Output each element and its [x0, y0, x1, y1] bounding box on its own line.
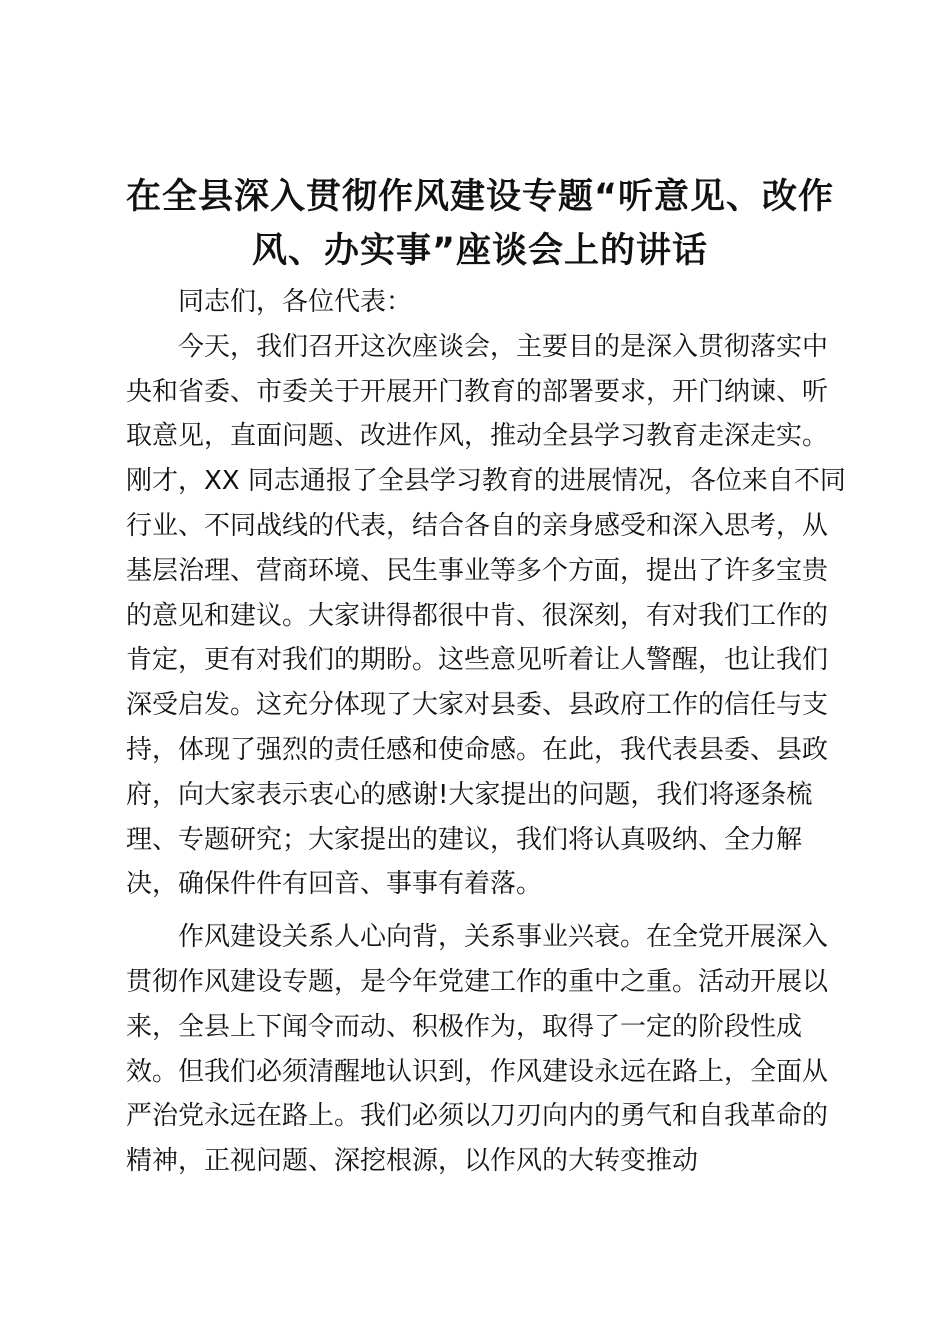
paragraph-1	[126, 325, 846, 907]
paragraph-line: 的意见和建议。大家讲得都很中肯、很深刻，有对我们工作的	[126, 600, 829, 631]
paragraph-line: 今天，我们召开这次座谈会，主要目的是深入贯彻落实中	[178, 331, 829, 362]
paragraph-line: 肯定，更有对我们的期盼。这些意见听着让人警醒，也让我们	[126, 645, 829, 676]
paragraph-line: 贯彻作风建设专题，是今年党建工作的重中之重。活动开展以	[126, 966, 829, 997]
title-line: 风、办实事”座谈会上的讲话	[251, 231, 708, 271]
paragraph-line: 精神，正视问题、深挖根源，以作风的大转变推动	[126, 1146, 699, 1177]
paragraph-line: 严治党永远在路上。我们必须以刀刃向内的勇气和自我革命的	[126, 1101, 829, 1132]
paragraph-line: 行业、不同战线的代表，结合各自的亲身感受和深入思考，从	[126, 510, 829, 541]
paragraph-line: 持，体现了强烈的责任感和使命感。在此，我代表县委、县政	[126, 734, 829, 765]
paragraph-line: 深受启发。这充分体现了大家对县委、县政府工作的信任与支	[126, 690, 829, 721]
title-line: 在全县深入贯彻作风建设专题“听意见、改作	[125, 177, 834, 217]
greeting: 同志们，各位代表：	[178, 287, 413, 317]
paragraph-line: 决，确保件件有回音、事事有着落。	[126, 869, 543, 900]
paragraph-line: 央和省委、市委关于开展开门教育的部署要求，开门纳谏、听	[126, 376, 829, 407]
paragraph-line: 理、专题研究；大家提出的建议，我们将认真吸纳、全力解	[126, 824, 803, 855]
paragraph-line: 取意见，直面问题、改进作风，推动全县学习教育走深走实。	[126, 421, 829, 452]
document-body	[126, 280, 846, 1184]
paragraph-line: 来，全县上下闻令而动、积极作为，取得了一定的阶段性成	[126, 1011, 803, 1042]
paragraph-line: 作风建设关系人心向背，关系事业兴衰。在全党开展深入	[178, 922, 829, 953]
paragraph-line: 刚才，XX 同志通报了全县学习教育的进展情况，各位来自不同	[126, 466, 846, 497]
paragraph-line: 府，向大家表示衷心的感谢!大家提出的问题，我们将逐条梳	[126, 779, 813, 810]
paragraph-2	[126, 915, 846, 1184]
document-title	[118, 170, 842, 278]
paragraph-line: 基层治理、营商环境、民生事业等多个方面，提出了许多宝贵	[126, 555, 829, 586]
paragraph-line: 效。但我们必须清醒地认识到，作风建设永远在路上，全面从	[126, 1056, 829, 1087]
